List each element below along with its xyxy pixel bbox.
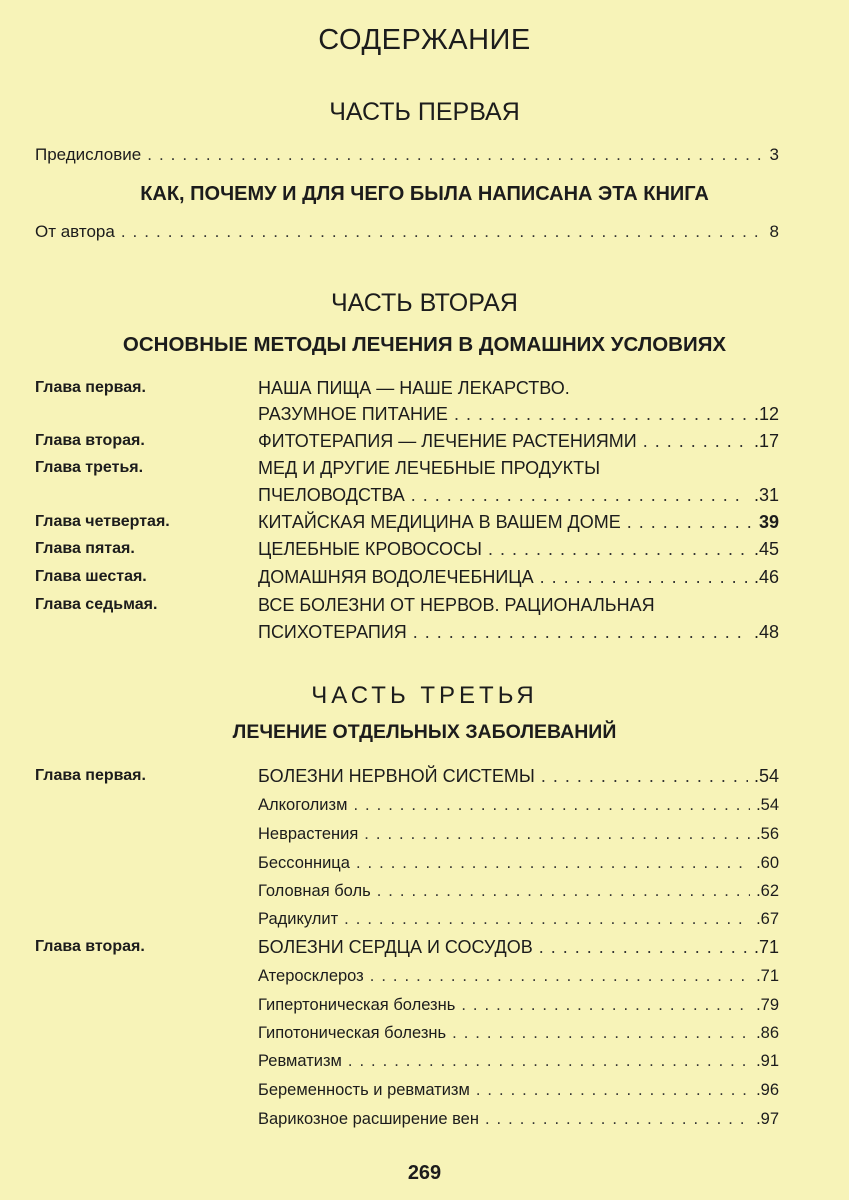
- toc-entry-chapter: [258, 484, 779, 506]
- toc-entry-item: [258, 880, 779, 902]
- chapter-title: БОЛЕЗНИ НЕРВНОЙ СИСТЕМЫ: [258, 766, 535, 786]
- toc-entry-item: [258, 1079, 779, 1101]
- chapter-title: КИТАЙСКАЯ МЕДИЦИНА В ВАШЕМ ДОМЕ: [258, 512, 621, 532]
- leader-dots: [627, 511, 753, 533]
- toc-entry-item: [258, 823, 779, 845]
- entry-page: .71: [756, 967, 779, 985]
- leader-dots: [377, 880, 750, 902]
- entry-page: .17: [753, 431, 779, 451]
- leader-dots: [643, 430, 748, 452]
- entry-page: .56: [756, 825, 779, 843]
- leader-dots: [539, 936, 748, 958]
- entry-page: .45: [753, 539, 779, 559]
- chapter-title-line1: НАША ПИЩА — НАШЕ ЛЕКАРСТВО.: [258, 378, 570, 398]
- toc-entry-preface: [35, 144, 779, 166]
- leader-dots: [476, 1079, 750, 1101]
- page-number: 269: [407, 1162, 442, 1184]
- chapter-label: Глава пятая.: [35, 540, 135, 557]
- toc-entry-chapter: [258, 936, 779, 958]
- toc-entry-item: [258, 852, 779, 874]
- chapter-title: ЦЕЛЕБНЫЕ КРОВОСОСЫ: [258, 539, 482, 559]
- chapter-label: Глава четвертая.: [35, 513, 170, 530]
- item-title: Радикулит: [258, 910, 339, 928]
- item-title: Алкоголизм: [258, 796, 348, 814]
- toc-entry-chapter: [258, 566, 779, 588]
- chapter-label: Глава вторая.: [35, 432, 145, 449]
- item-title: Неврастения: [258, 825, 359, 843]
- toc-entry-chapter: [258, 403, 779, 425]
- leader-dots: [411, 484, 748, 506]
- entry-page: .96: [756, 1081, 779, 1099]
- part-three-heading: ЧАСТЬ ТРЕТЬЯ: [311, 682, 538, 709]
- leader-dots: [488, 538, 748, 560]
- leader-dots: [485, 1108, 750, 1130]
- entry-page: .31: [753, 485, 779, 505]
- chapter-title: ДОМАШНЯЯ ВОДОЛЕЧЕБНИЦА: [258, 567, 534, 587]
- leader-dots: [353, 794, 750, 816]
- toc-entry-item: [258, 994, 779, 1016]
- entry-page: .91: [756, 1052, 779, 1070]
- leader-dots: [454, 403, 748, 425]
- leader-dots: [413, 621, 748, 643]
- toc-entry-item: [258, 1108, 779, 1130]
- toc-entry-item: [258, 1050, 779, 1072]
- chapter-label: Глава третья.: [35, 459, 144, 476]
- toc-entry-chapter: [258, 621, 779, 643]
- entry-page: 3: [769, 145, 779, 164]
- chapter-title-line2: ПЧЕЛОВОДСТВА: [258, 485, 405, 505]
- toc-entry-item: [258, 794, 779, 816]
- part-one-section: КАК, ПОЧЕМУ И ДЛЯ ЧЕГО БЫЛА НАПИСАНА ЭТА КНИГА: [140, 183, 709, 205]
- item-title: Ревматизм: [258, 1052, 342, 1070]
- chapter-label: Глава седьмая.: [35, 596, 158, 613]
- chapter-title: БОЛЕЗНИ СЕРДЦА И СОСУДОВ: [258, 937, 533, 957]
- entry-page: .67: [756, 910, 779, 928]
- chapter-title-line1: ВСЕ БОЛЕЗНИ ОТ НЕРВОВ. РАЦИОНАЛЬНАЯ: [258, 595, 655, 615]
- entry-page: .79: [756, 996, 779, 1014]
- leader-dots: [121, 221, 764, 243]
- part-one-heading: ЧАСТЬ ПЕРВАЯ: [329, 98, 520, 126]
- item-title: Беременность и ревматизм: [258, 1081, 470, 1099]
- chapter-label: Глава первая.: [35, 379, 146, 396]
- entry-page: .62: [756, 882, 779, 900]
- entry-page: 8: [769, 222, 779, 241]
- item-title: Головная боль: [258, 882, 371, 900]
- part-two-heading: ЧАСТЬ ВТОРАЯ: [331, 289, 518, 317]
- toc-entry-chapter: [258, 765, 779, 787]
- entry-page: .60: [756, 854, 779, 872]
- entry-page: .54: [756, 796, 779, 814]
- leader-dots: [364, 823, 750, 845]
- item-title: Бессонница: [258, 854, 350, 872]
- entry-page: .12: [753, 404, 779, 424]
- chapter-label: Глава шестая.: [35, 568, 147, 585]
- toc-entry-chapter: [258, 511, 779, 533]
- entry-page: .86: [756, 1024, 779, 1042]
- toc-entry-item: [258, 908, 779, 930]
- leader-dots: [356, 852, 750, 874]
- leader-dots: [461, 994, 750, 1016]
- entry-page: .97: [756, 1110, 779, 1128]
- toc-entry-item: [258, 965, 779, 987]
- entry-page: .71: [753, 937, 779, 957]
- item-title: Варикозное расширение вен: [258, 1110, 479, 1128]
- toc-entry-chapter: [258, 430, 779, 452]
- leader-dots: [452, 1022, 750, 1044]
- part-two-section: ОСНОВНЫЕ МЕТОДЫ ЛЕЧЕНИЯ В ДОМАШНИХ УСЛОВИЯХ: [122, 333, 727, 356]
- item-title: Атеросклероз: [258, 967, 364, 985]
- leader-dots: [147, 144, 763, 166]
- entry-page: .54: [753, 766, 779, 786]
- leader-dots: [540, 566, 748, 588]
- entry-title: Предисловие: [35, 145, 142, 164]
- leader-dots: [370, 965, 750, 987]
- chapter-title-line1: МЕД И ДРУГИЕ ЛЕЧЕБНЫЕ ПРОДУКТЫ: [258, 458, 601, 478]
- leader-dots: [541, 765, 748, 787]
- chapter-title-line2: РАЗУМНОЕ ПИТАНИЕ: [258, 404, 448, 424]
- chapter-label: Глава вторая.: [35, 938, 145, 955]
- toc-entry-item: [258, 1022, 779, 1044]
- page-title: СОДЕРЖАНИЕ: [318, 24, 531, 56]
- part-three-section: ЛЕЧЕНИЕ ОТДЕЛЬНЫХ ЗАБОЛЕВАНИЙ: [232, 721, 617, 743]
- leader-dots: [348, 1050, 750, 1072]
- toc-entry-author: [35, 221, 779, 243]
- item-title: Гипертоническая болезнь: [258, 996, 456, 1014]
- item-title: Гипотоническая болезнь: [258, 1024, 447, 1042]
- entry-page: .48: [753, 622, 779, 642]
- leader-dots: [344, 908, 750, 930]
- entry-title: От автора: [35, 222, 115, 241]
- chapter-title-line2: ПСИХОТЕРАПИЯ: [258, 622, 407, 642]
- entry-page: 39: [758, 512, 779, 532]
- entry-page: .46: [753, 567, 779, 587]
- chapter-label: Глава первая.: [35, 767, 146, 784]
- toc-entry-chapter: [258, 538, 779, 560]
- chapter-title: ФИТОТЕРАПИЯ — ЛЕЧЕНИЕ РАСТЕНИЯМИ: [258, 431, 637, 451]
